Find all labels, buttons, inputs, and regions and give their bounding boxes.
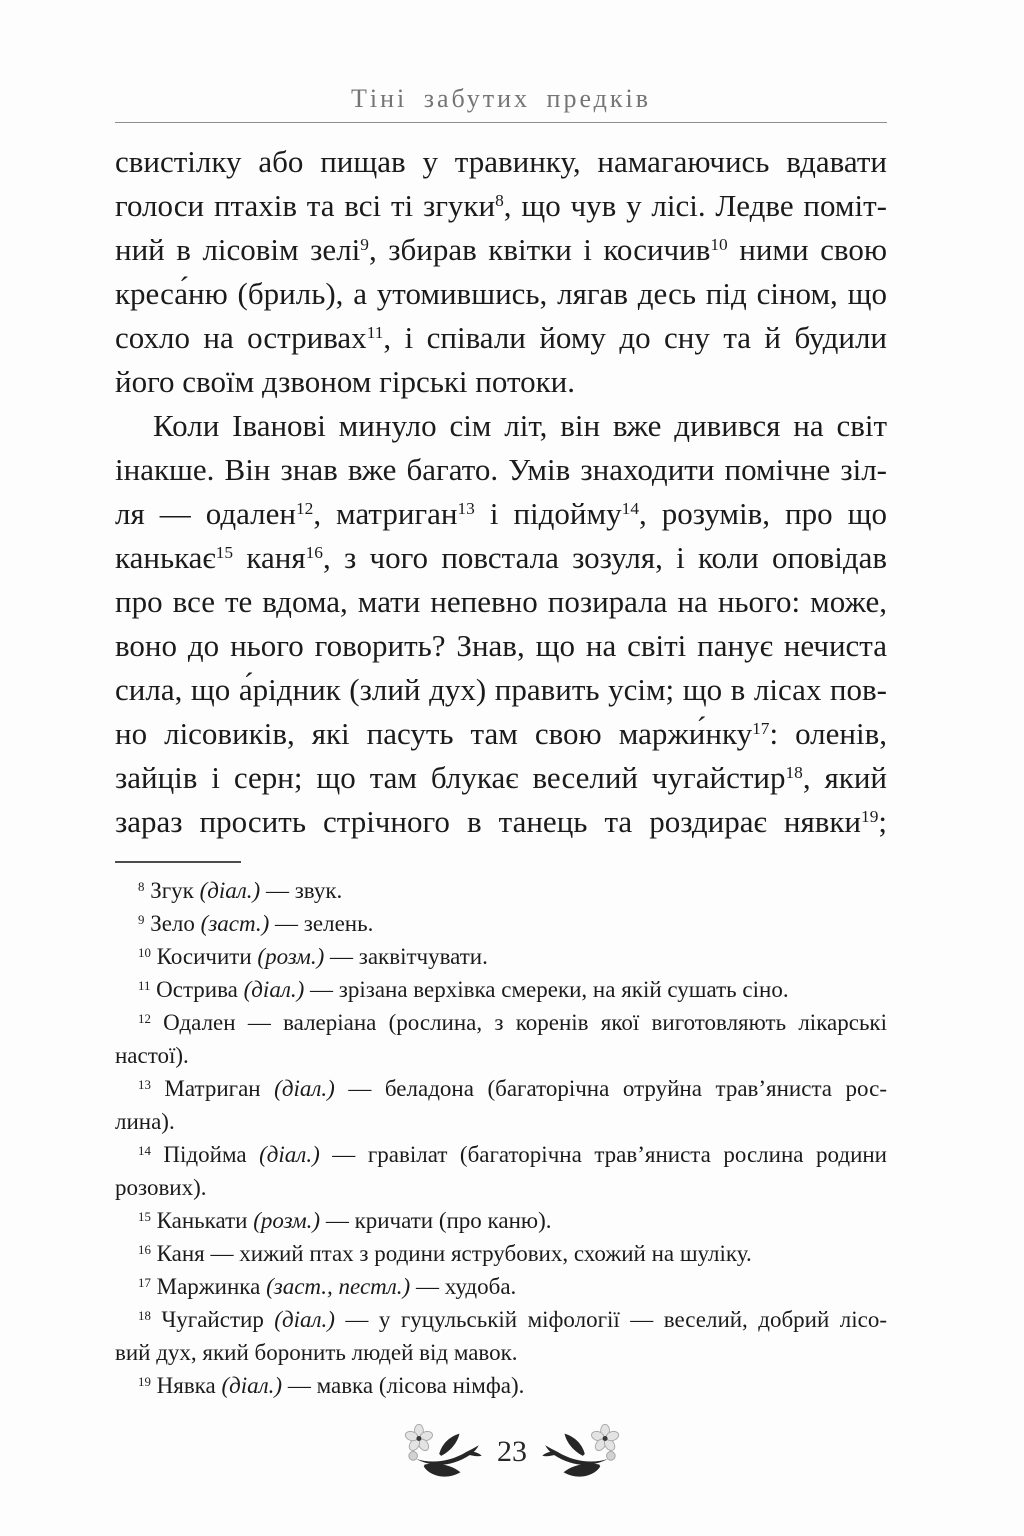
footnote-separator bbox=[115, 861, 241, 863]
text-line: $^{14}$ Підойма (діал.) — гравілат (багаторічна трав’яниста рослина родини bbox=[138, 1142, 887, 1167]
text-line: $^{11}$ Острива (діал.) — зрізана верхівка смереки, на якій сушать сіно. bbox=[138, 977, 789, 1002]
text-line: інакше. Він знав вже багато. Умів знаходити помічне зіл- bbox=[115, 452, 887, 487]
text-line: воно до нього говорить? Знав, що на світі панує нечиста bbox=[115, 628, 887, 663]
floral-ornament-left-icon bbox=[402, 1424, 488, 1480]
page-number: 23 bbox=[497, 1435, 527, 1468]
page-footer bbox=[0, 1424, 1024, 1480]
running-head-title: Тіні забутих предків bbox=[350, 84, 652, 113]
footnotes-section bbox=[115, 874, 887, 1402]
text-line: сохло на остривах$^{11}$, і співали йому до сну та й будили bbox=[115, 320, 887, 355]
text-line: Коли Іванові минуло сім літ, він вже дивився на світ bbox=[153, 408, 887, 443]
text-line: розових). bbox=[115, 1175, 207, 1200]
text-line: його своїм дзвоном гірські потоки. bbox=[115, 364, 576, 399]
text-line: канькає$^{15}$ каня$^{16}$, з чого повстала зозуля, і коли оповідав bbox=[115, 540, 887, 575]
floral-ornament-right-icon bbox=[536, 1424, 622, 1480]
text-line: ний в лісовім зелі$^9$, збирав квітки і косичив$^{10}$ ними свою bbox=[115, 232, 887, 267]
text-line: зайців і серн; що там блукає веселий чугайстир$^{18}$, який bbox=[115, 760, 887, 795]
text-line: настої). bbox=[115, 1043, 189, 1068]
text-line: лина). bbox=[115, 1109, 175, 1134]
text-line: голоси птахів та всі ті згуки$^8$, що чув у лісі. Ледве поміт- bbox=[115, 188, 887, 223]
body-text bbox=[115, 140, 887, 844]
text-line: $^{18}$ Чугайстир (діал.) — у гуцульській міфології — веселий, добрий лісо- bbox=[138, 1307, 887, 1332]
text-line: креса́ню (бриль), а утомившись, лягав десь під сіном, що bbox=[115, 276, 887, 311]
text-line: $^{15}$ Канькати (розм.) — кричати (про каню). bbox=[138, 1208, 552, 1233]
text-line: свистілку або пищав у травинку, намагаючись вдавати bbox=[115, 144, 887, 179]
text-line: $^8$ Згук (діал.) — звук. bbox=[138, 878, 343, 903]
text-line: $^{10}$ Косичити (розм.) — заквітчувати. bbox=[138, 944, 488, 969]
text-line: $^{13}$ Матриган (діал.) — беладона (багаторічна отруйна трав’яниста рос- bbox=[138, 1076, 887, 1101]
text-line: вий дух, який боронить людей від мавок. bbox=[115, 1340, 518, 1365]
text-line: но лісовиків, які пасуть там свою маржи́нку$^{17}$: оленів, bbox=[115, 716, 887, 751]
text-line: $^9$ Зело (заст.) — зелень. bbox=[138, 911, 374, 936]
text-line: $^{12}$ Одален — валеріана (рослина, з коренів якої виготовляють лікарські bbox=[138, 1010, 887, 1035]
text-line: зараз просить стрічного в танець та роздирає нявки$^{19}$; bbox=[115, 804, 887, 839]
header-rule bbox=[115, 122, 887, 123]
text-line: $^{19}$ Нявка (діал.) — мавка (лісова німфа). bbox=[138, 1373, 525, 1398]
text-line: про все те вдома, мати непевно позирала на нього: може, bbox=[115, 584, 887, 619]
text-line: $^{16}$ Каня — хижий птах з родини яструбових, схожий на шуліку. bbox=[138, 1241, 752, 1266]
text-line: $^{17}$ Маржинка (заст., пестл.) — худоба. bbox=[138, 1274, 517, 1299]
text-line: сила, що а́рідник (злий дух) править усім; що в лісах пов- bbox=[115, 672, 887, 707]
text-block bbox=[115, 0, 887, 1402]
text-line: ля — одален$^{12}$, матриган$^{13}$ і підойму$^{14}$, розумів, про що bbox=[115, 496, 887, 531]
